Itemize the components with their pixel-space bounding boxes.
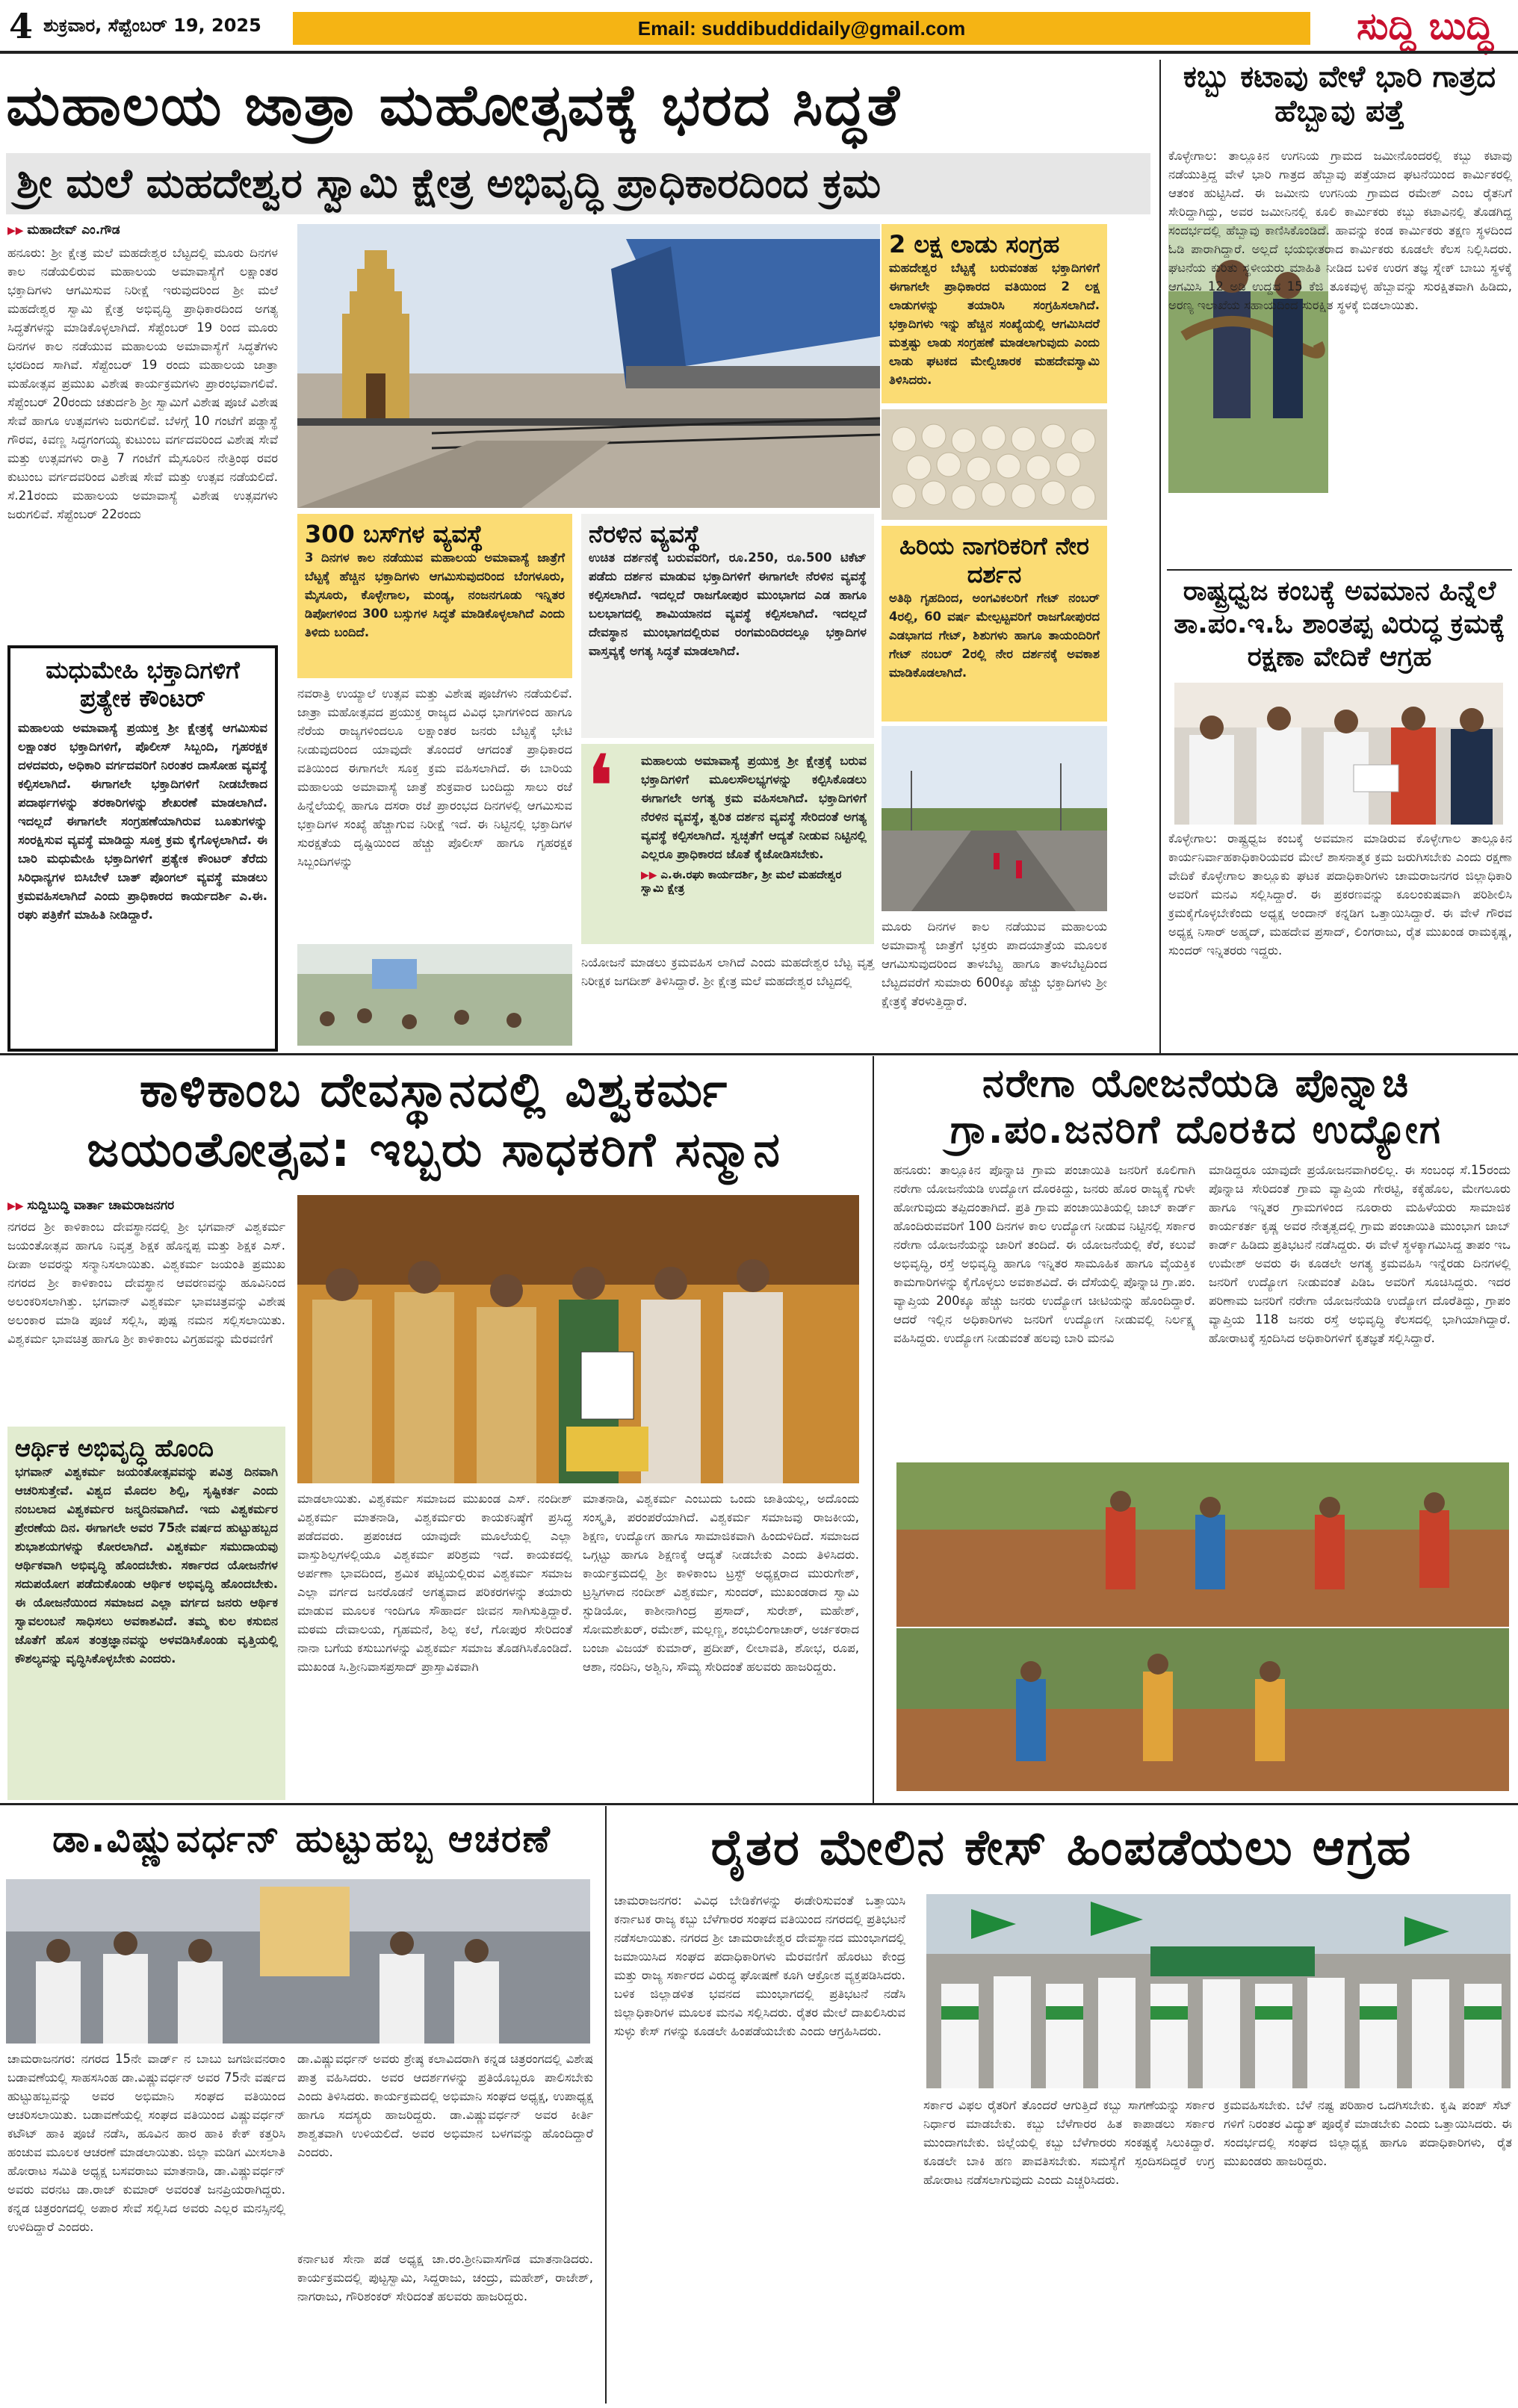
box-bus <box>297 514 572 678</box>
box-quote-credit: ▶▶ ಎ.ಈ.ರಘು ಕಾರ್ಯದರ್ಶಿ, ಶ್ರೀ ಮಲೆ ಮಹದೇಶ್ವರ ಸ್ವಾಮಿ ಕ್ಷೇತ್ರ <box>641 868 867 895</box>
box-diabetic-body: ಮಹಾಲಯ ಅಮಾವಾಸ್ಯೆ ಪ್ರಯುಕ್ತ ಶ್ರೀ ಕ್ಷೇತ್ರಕ್ಕೆ ಆಗಮಿಸುವ ಲಕ್ಷಾಂತರ ಭಕ್ತಾದಿಗಳಿಗೆ, ಪೊಲೀಸ್ ಸಿಬ್ಬಂದಿ, ಗೃಹರಕ್ಷಕ ದಳದವರು, ಅಧಿಕಾರಿ ವರ್ಗದವರಿಗೆ ನಿರಂತರ ದಾಸೋಹ ವ್ಯವಸ್ಥೆ ಕಲ್ಪಿಸಲಾಗಿದೆ. ಈಗಾಗಲೇ ಭಕ್ತಾದಿಗಳಿಗೆ ನೀಡಬೇಕಾದ ಪದಾರ್ಥಗಳನ್ನು ತರಕಾರಿಗಳನ್ನು ಶೇಖರಣೆ ಮಾಡಲಾಗಿದೆ. ಇದಲ್ಲದೆ ಈಗಾಗಲೇ ಸಂಗ್ರಹಣೆಯಾಗಿರುವ ಬೂತುಗಳನ್ನು ಸಂರಕ್ಷಿಸುವ ವ್ಯವಸ್ಥೆ ಮಾಡಿದ್ದು ಸೂಕ್ತ ಕ್ರಮ ಕೈಗೊಳ್ಳಲಾಗಿದೆ. ಈ ಬಾರಿ ಮಧುಮೇಹಿ ಭಕ್ತಾದಿಗಳಿಗೆ ಪ್ರತ್ಯೇಕ ಕೌಂಟರ್ ತೆರೆದು ಸಿರಿಧಾನ್ಯಗಳ ಬಿಸಿಬೇಳೆ ಬಾತ್ ಪೊಂಗಲ್ ವ್ಯವಸ್ಥೆ ಮಾಡಲು ಕ್ರಮವಹಿಸಲಾಗಿದೆ ಎಂದು ಪ್ರಾಧಿಕಾರದ ಕಾರ್ಯದರ್ಶಿ ಎ.ಈ. ರಘು ಪತ್ರಿಕೆಗೆ ಮಾಹಿತಿ ನೀಡಿದ್ದಾರೆ. <box>18 721 267 922</box>
box-economic <box>7 1427 285 1800</box>
crowd-scene-illustration <box>297 944 572 1046</box>
headline-nrega: ನರೇಗಾ ಯೋಜನೆಯಡಿ ಪೊನ್ನಾಚಿ ಗ್ರಾ.ಪಂ.ಜನರಿಗೆ ದೊರಕಿದ ಉದ್ಯೋಗ <box>950 1061 1442 1152</box>
photo-nrega-work <box>896 1462 1509 1791</box>
box-diabetic-counter <box>7 645 278 1052</box>
nrega-workers-illustration <box>896 1462 1509 1791</box>
rule-lower <box>0 1803 1518 1805</box>
column-divider-2 <box>873 1056 874 1803</box>
headline-farmers-box <box>611 1810 1512 1888</box>
photo-temple <box>297 224 880 508</box>
headline-farmers: ರೈತರ ಮೇಲಿನ ಕೇಸ್ ಹಿಂಪಡೆಯಲು ಆಗ್ರಹ <box>710 1819 1413 1876</box>
byline-mahalaya: ▶▶ ಮಹಾದೇವ್ ಎಂ.ಗೌಡ <box>7 223 120 238</box>
body-mahalaya: ಹನೂರು: ಶ್ರೀ ಕ್ಷೇತ್ರ ಮಲೆ ಮಹದೇಶ್ವರ ಬೆಟ್ಟದಲ್ಲಿ ಮೂರು ದಿನಗಳ ಕಾಲ ನಡೆಯಲಿರುವ ಮಹಾಲಯ ಅಮಾವಾಸ್ಯೆಗೆ ಲಕ್ಷಾಂತರ ಭಕ್ತಾದಿಗಳು ಆಗಮಿಸುವ ನಿರೀಕ್ಷೆ ಇರುವುದರಿಂದ ಶ್ರೀ ಮಲೆ ಮಹದೇಶ್ವರ ಸ್ವಾಮಿ ಕ್ಷೇತ್ರ ಅಭಿವೃದ್ಧಿ ಪ್ರಾಧಿಕಾರದಿಂದ ಅಗತ್ಯ ಸಿದ್ಧತೆಗಳನ್ನು ಮಾಡಿಕೊಳ್ಳಲಾಗಿದೆ. ಸೆಪ್ಟೆಂಬರ್ 19 ರಿಂದ ಮೂರು ದಿನಗಳ ಕಾಲ ನಡೆಯುವ ಮಹಾಲಯ ಅಮಾವಾಸ್ಯೆಗೆ ಸಿದ್ಧತೆಗಳು ಭರದಿಂದ ಸಾಗಿವೆ. ಸೆಪ್ಟೆಂಬರ್ 19 ರಂದು ಮಹಾಲಯ ಜಾತ್ರಾ ಮಹೋತ್ಸವ ಪ್ರಮುಖ ವಿಶೇಷ ಕಾರ್ಯಕ್ರಮಗಳು ಪ್ರಾರಂಭವಾಗಲಿವೆ. ಸೆಪ್ಟೆಂಬರ್ 20ರಂದು ಚತುರ್ದಶಿ ಶ್ರೀ ಸ್ವಾಮಿಗೆ ವಿಶೇಷ ಪೂಜೆ ವಿಶೇಷ ಸೇವೆ ಹಾಗೂ ಉತ್ಸವಗಳು ಜರುಗಲಿವೆ. ಬೆಳಗ್ಗೆ 10 ಗಂಟೆಗೆ ಪಡ್ಡಾಸ್ಥೆ ಗೌರವ, ಕಿವಣ್ಣ ಸಿದ್ಧಗಂಗಯ್ಯ ಕುಟುಂಬ ವರ್ಗದವರಿಂದ ವಿಶೇಷ ಸೇವೆ ಮತ್ತು ಉತ್ಸವಗಳು ರಾತ್ರಿ 7 ಗಂಟೆಗೆ ಮೈಸೂರಿನ ನೇತ್ರಿಂಥ ರವರ ಕುಟುಂಬ ವರ್ಗದವರಿಂದ ವಿಶೇಷ ಸೇವೆ ಮತ್ತು ಉತ್ಸವ ನಡೆಯಲಿದೆ. ಸೆ.21ರಂದು ಮಹಾಲಯ ಅಮಾವಾಸ್ಯೆ ವಿಶೇಷ ಉತ್ಸವಗಳು ಜರುಗಲಿವೆ. ಸೆಪ್ಟೆಂಬರ್ 22ರಂದು <box>7 246 278 521</box>
laddu-pile-illustration <box>882 409 1107 520</box>
box-diabetic-title: ಮಧುಮೇಹಿ ಭಕ್ತಾದಿಗಳಿಗೆ ಪ್ರತ್ಯೇಕ ಕೌಂಟರ್ <box>46 656 240 713</box>
body-python-side <box>1334 224 1512 493</box>
body-python-lead: ಕೊಳ್ಳೇಗಾಲ: ತಾಲ್ಲೂಕಿನ ಉಗನಿಯ ಗ್ರಾಮದ ಜಮೀನೊಂದರಲ್ಲಿ ಕಬ್ಬು ಕಟಾವು ನಡೆಯುತ್ತಿದ್ದ ವೇಳೆ ಭಾರಿ ಗಾತ್ರದ ಹೆಬ್ಬಾವು ಪತ್ತೆಯಾದ ಘಟನೆಯಿಂದ ಕಾರ್ಮಿಕರಲ್ಲಿ ಆತಂಕ ಹುಟ್ಟಿಸಿದೆ. ಈ ಜಮೀನು ಉಗನಿಯ ಗ್ರಾಮದ ರಮೇಶ್ ಎಂಬ ರೈತನಿಗೆ ಸೇರಿದ್ದಾಗಿದ್ದು, ಅವರ ಜಮೀನಿನಲ್ಲಿ ಕೂಲಿ ಕಾರ್ಮಿಕರು ಕಬ್ಬು ಕಟಾವಿನಲ್ಲಿ ತೊಡಗಿದ್ದ ಸಂದರ್ಭದಲ್ಲಿ ಹೆಬ್ಬಾವು ಕಾಣಿಸಿಕೊಂಡಿದೆ. ಹಾವನ್ನು ಕಂಡ ಕಾರ್ಮಿಕರು ತಕ್ಷಣ ಸ್ಥಳದಿಂದ ಓಡಿ ಪಾರಾಗಿದ್ದಾರೆ. ಅಲ್ಲದೆ ಭಯಭೀತರಾದ ಕಾರ್ಮಿಕರು ಕೂಡಲೇ ಕೆಲಸ ನಿಲ್ಲಿಸಿದರು. ಘಟನೆಯ ಕುರಿತು ಸ್ಥಳೀಯರು ಮಾಹಿತಿ ನೀಡಿದ ಬಳಿಕ ಉರಗ ತಜ್ಞ ಸ್ನೇಕ್ ಬಾಬು ಸ್ಥಳಕ್ಕೆ ಆಗಮಿಸಿ 12 ಅಡಿ ಉದ್ದದ 15 ಕೆಜಿ ತೂಕವುಳ್ಳ ಹೆಬ್ಬಾವನ್ನು ಸುರಕ್ಷಿತವಾಗಿ ಹಿಡಿದು, ಅರಣ್ಯ ಇಲಾಖೆಯ ಸಹಾಯದಿಂದ ಸುರಕ್ಷಿತ ಸ್ಥಳಕ್ಕೆ ಬಿಡಲಾಯಿತು. <box>1168 149 1512 312</box>
body-nrega: ಹನೂರು: ತಾಲ್ಲೂಕಿನ ಪೊನ್ನಾಚಿ ಗ್ರಾಮ ಪಂಚಾಯಿತಿ ಜನರಿಗೆ ಕೂಲಿಗಾಗಿ ನರೇಗಾ ಯೋಜನೆಯಡಿ ಉದ್ಯೋಗ ದೊರಕಿದ್ದು, ಜನರು ಹೊರ ರಾಜ್ಯಕ್ಕೆ ಗುಳೇ ಹೋಗುವುದು ತಪ್ಪಿದಂತಾಗಿದೆ. ಪ್ರತಿ ಗ್ರಾಮ ಪಂಚಾಯಿತಿಯಲ್ಲಿ ಜಾಬ್ ಕಾರ್ಡ್ ಹೊಂದಿರುವವರಿಗೆ 100 ದಿನಗಳ ಕಾಲ ಉದ್ಯೋಗ ನೀಡುವ ನಿಟ್ಟಿನಲ್ಲಿ ಸರ್ಕಾರ ನರೇಗಾ ಯೋಜನೆಯನ್ನು ಜಾರಿಗೆ ತಂದಿದೆ. ಈ ಯೋಜನೆಯಲ್ಲಿ ಕೆರೆ, ಕಲುವೆ ಅಭಿವೃದ್ಧಿ, ರಸ್ತೆ ಅಭಿವೃದ್ಧಿ ಹಾಗೂ ಇನ್ನಿತರ ಸಾಮೂಹಿಕ ಹಾಗೂ ವೈಯಕ್ತಿಕ ಕಾಮಗಾರಿಗಳನ್ನು ಕೈಗೊಳ್ಳಲು ಅವಕಾಶವಿದೆ. ಈ ದೆಸೆಯಲ್ಲಿ ಪೊನ್ನಾಚಿ ಗ್ರಾ.ಪಂ. ವ್ಯಾಪ್ತಿಯ 200ಕ್ಕೂ ಹೆಚ್ಚು ಜನರು ಉದ್ಯೋಗ ಚೀಟಿಯನ್ನು ಹೊಂದಿದ್ದಾರೆ. ಆದರೆ ಇಲ್ಲಿನ ಅಧಿಕಾರಿಗಳು ಜನರಿಗೆ ಉದ್ಯೋಗ ನೀಡುವಲ್ಲಿ ನಿರ್ಲಕ್ಷ್ಯ ವಹಿಸಿದ್ದರು. ಉದ್ಯೋಗ ನೀಡುವಂತೆ ಹಲವು ಬಾರಿ ಮನವಿ <box>893 1163 1195 1345</box>
temple-scene-illustration <box>297 224 880 508</box>
body-insult: ಕೊಳ್ಳೇಗಾಲ: ರಾಷ್ಟ್ರಧ್ವಜ ಕಂಬಕ್ಕೆ ಅವಮಾನ ಮಾಡಿರುವ ಕೊಳ್ಳೇಗಾಲ ತಾಲ್ಲೂಕಿನ ಕಾರ್ಯನಿರ್ವಾಹಕಾಧಿಕಾರಿಯವರ ಮೇಲೆ ಶಾಸನಾತ್ಮಕ ಕ್ರಮ ಜರುಗಿಸಬೇಕು ಎಂದು ರಕ್ಷಣಾ ವೇದಿಕೆ ಕೊಳ್ಳೇಗಾಲ ತಾಲ್ಲೂಕು ಘಟಕ ಪದಾಧಿಕಾರಿಗಳು ಚಾಮರಾಜನಗರ ಜಿಲ್ಲಾಧಿಕಾರಿ ಅವರಿಗೆ ಮನವಿ ಸಲ್ಲಿಸಿದ್ದಾರೆ. ಈ ಪ್ರಕರಣವನ್ನು ಕೂಲಂಕುಷವಾಗಿ ಪರಿಶೀಲಿಸಿ ಕ್ರಮಕೈಗೊಳ್ಳಬೇಕೆಂದು ಅಧ್ಯಕ್ಷ ಅಂದಾನ್ ಕನ್ನಡಿಗ ಒತ್ತಾಯಿಸಿದ್ದಾರೆ. ಈ ವೇಳೆ ಗೌರವ ಅಧ್ಯಕ್ಷ ನಿಸಾರ್ ಅಹ್ಮದ್, ಮಹದೇವ ಪ್ರಸಾದ್, ಲಿಂಗರಾಜು, ರೈತ ಮುಖಂಡ ರಾಮಕೃಷ್ಣ, ಸುಂದರ್ ಇನ್ನಿತರರು ಇದ್ದರು. <box>1168 831 1512 958</box>
column-divider <box>1159 60 1161 1053</box>
box-laddu-title: 2 ಲಕ್ಷ ಲಾಡು ಸಂಗ್ರಹ <box>889 230 1060 258</box>
header-rule <box>0 51 1518 54</box>
photo-farmers-protest <box>926 1894 1511 2088</box>
headline-python: ಕಬ್ಬು ಕಟಾವು ವೇಳೆ ಭಾರಿ ಗಾತ್ರದ ಹೆಬ್ಬಾವು ಪತ್ತೆ <box>1183 60 1496 128</box>
body-vishnu-3: ಕರ್ನಾಟಕ ಸೇನಾ ಪಡೆ ಅಧ್ಯಕ್ಷ ಚಾ.ರಂ.ಶ್ರೀನಿವಾಸಗೌಡ ಮಾತನಾಡಿದರು. ಕಾರ್ಯಕ್ರಮದಲ್ಲಿ ಪುಟ್ಟಸ್ವಾಮಿ, ಸಿದ್ದರಾಜು, ಚಂದ್ರು, ಮಹೇಶ್, ರಾಜೇಶ್, ನಾಗರಾಜು, ಗೌರಿಶಂಕರ್ ಸೇರಿದಂತೆ ಹಲವರು ಹಾಜರಿದ್ದರು. <box>297 2252 593 2303</box>
box-quote <box>581 736 874 944</box>
box-economic-body: ಭಗವಾನ್ ವಿಶ್ವಕರ್ಮ ಜಯಂತೋತ್ಸವವನ್ನು ಪವಿತ್ರ ದಿನವಾಗಿ ಆಚರಿಸುತ್ತೇವೆ. ವಿಶ್ವದ ಮೊದಲ ಶಿಲ್ಪಿ, ಸೃಷ್ಟಿಕರ್ತ ಎಂದು ನಂಬಲಾದ ವಿಶ್ವಕರ್ಮರ ಜನ್ಮದಿನವಾಗಿದೆ. ಇದು ವಿಶ್ವಕರ್ಮರ ಪ್ರೇರಣೆಯ ದಿನ. ಈಗಾಗಲೇ ಅವರ 75ನೇ ವರ್ಷದ ಹುಟ್ಟುಹಬ್ಬದ ಶುಭಾಶಯಗಳನ್ನು ಕೋರಲಾಗಿದೆ. ವಿಶ್ವಕರ್ಮ ಸಮುದಾಯವು ಆರ್ಥಿಕವಾಗಿ ಅಭಿವೃದ್ಧಿ ಹೊಂದಬೇಕು. ಸರ್ಕಾರದ ಯೋಜನೆಗಳ ಸದುಪಯೋಗ ಪಡೆದುಕೊಂಡು ಆರ್ಥಿಕ ಅಭಿವೃದ್ಧಿ ಹೊಂದಬೇಕು. ಈ ಯೋಜನೆಯಿಂದ ಸಮಾಜದ ಎಲ್ಲಾ ವರ್ಗದ ಜನರು ಆರ್ಥಿಕ ಸ್ವಾವಲಂಬನೆ ಸಾಧಿಸಲು ಅವಕಾಶವಿದೆ. ತಮ್ಮ ಕುಲ ಕಸುಬಿನ ಜೊತೆಗೆ ಹೊಸ ತಂತ್ರಜ್ಞಾನವನ್ನು ಅಳವಡಿಸಿಕೊಂಡು ವೃತ್ತಿಯಲ್ಲಿ ಕೌಶಲ್ಯವನ್ನು ವೃದ್ಧಿಸಿಕೊಳ್ಳಬೇಕು ಎಂದರು. <box>15 1465 278 1666</box>
headline-nrega-box <box>880 1061 1512 1158</box>
byline-vishwakarma: ▶▶ ಸುದ್ದಿಬುದ್ಧಿ ವಾರ್ತಾ ಚಾಮರಾಜನಗರ <box>7 1198 174 1213</box>
photo-laddu <box>882 409 1107 520</box>
headline-vishwakarma: ಕಾಳಿಕಾಂಬ ದೇವಸ್ಥಾನದಲ್ಲಿ ವಿಶ್ವಕರ್ಮ ಜಯಂತೋತ್ಸವ: ಇಬ್ಬರು ಸಾಧಕರಿಗೆ ಸನ್ಮಾನ <box>87 1063 781 1178</box>
box-bus-title: 300 ಬಸ್‍ಗಳ ವ್ಯವಸ್ಥೆ <box>305 520 483 548</box>
box-shade <box>581 514 874 738</box>
headline-mahalaya: ಮಹಾಲಯ ಜಾತ್ರಾ ಮಹೋತ್ಸವಕ್ಕೆ ಭರದ ಸಿದ್ಧತೆ <box>6 72 901 138</box>
body-nrega-2: ಮಾಡಿದ್ದರೂ ಯಾವುದೇ ಪ್ರಯೋಜನವಾಗಿರಲಿಲ್ಲ. ಈ ಸಂಬಂಧ ಸೆ.15ರಂದು ಪೊನ್ನಾಚಿ ಸೇರಿದಂತೆ ಗ್ರಾಮ ವ್ಯಾಪ್ತಿಯ ಗೇರಟ್ಟಿ, ಕಕ್ಕೆಹೊಲ, ಮೇಗಲೂರು ಹಾಗೂ ಇನ್ನಿತರ ಗ್ರಾಮಗಳಿಂದ ನೂರಾರು ಮಹಿಳೆಯರು ಸಾಮಾಜಿಕ ಕಾರ್ಯಕರ್ತ ಕೃಷ್ಣ ಅವರ ನೇತೃತ್ವದಲ್ಲಿ ಗ್ರಾಮ ಪಂಚಾಯಿತಿ ಮುಂಭಾಗ ಜಾಬ್ ಕಾರ್ಡ್ ಹಿಡಿದು ಪ್ರತಿಭಟನೆ ನಡೆಸಿದ್ದರು. ಈ ವೇಳೆ ಸ್ಥಳಕ್ಕಾಗಮಿಸಿದ್ದ ತಾಪಂ ಇಒ ಉಮೇಶ್ ಅವರು ಈ ಕೂಡಲೇ ಅಗತ್ಯ ಕ್ರಮವಹಿಸಿ ಇನ್ನೆರಡು ದಿನಗಳಲ್ಲಿ ಜನರಿಗೆ ಉದ್ಯೋಗ ನೀಡುವಂತೆ ಪಿಡಿಒ ಅವರಿಗೆ ಸೂಚಿಸಿದ್ದರು. ಇದರ ಪರಿಣಾಮ ಜನರಿಗೆ ನರೇಗಾ ಯೋಜನೆಯಡಿ ಉದ್ಯೋಗ ದೊರೆತಿದ್ದು, ಗ್ರಾಪಂ ವ್ಯಾಪ್ತಿಯ 118 ಜನರು ರಸ್ತೆ ಅಭಿವೃದ್ಧಿ ಕೆಲಸದಲ್ಲಿ ಭಾಗಿಯಾಗಿದ್ದಾರೆ. ಹೋರಾಟಕ್ಕೆ ಸ್ಪಂದಿಸಿದ ಅಧಿಕಾರಿಗಳಿಗೆ ಕೃತಜ್ಞತೆ ಸಲ್ಲಿಸಿದ್ದಾರೆ. <box>1209 1163 1511 1345</box>
email-banner[interactable]: Email: suddibuddidaily@gmail.com <box>293 12 1310 45</box>
body-farmers-2: ಸರ್ಕಾರ ವಿಫಲ ರೈತರಿಗೆ ತೊಂದರೆ ಆಗುತ್ತಿದೆ ಕಬ್ಬು ಸಾಗಣೆಯನ್ನು ಸರ್ಕಾರ ನಿರ್ಧಾರ ಮಾಡಬೇಕು. ಕಬ್ಬು ಬೆಳೆಗಾರರ ಹಿತ ಕಾಪಾಡಲು ಸರ್ಕಾರ ಮುಂದಾಗಬೇಕು. ಜಿಲ್ಲೆಯಲ್ಲಿ ಕಬ್ಬು ಬೆಳೆಗಾರರು ಸಂಕಷ್ಟಕ್ಕೆ ಸಿಲುಕಿದ್ದಾರೆ. ಕೂಡಲೇ ಬಾಕಿ ಹಣ ಪಾವತಿಸಬೇಕು. ಸಮಸ್ಯೆಗೆ ಸ್ಪಂದಿಸದಿದ್ದರೆ ಉಗ್ರ ಹೋರಾಟ ನಡೆಸಲಾಗುವುದು ಎಂದು ಎಚ್ಚರಿಸಿದರು. <box>923 2098 1215 2187</box>
box-elderly <box>882 526 1107 722</box>
rule-mid <box>0 1053 1518 1055</box>
quote-mark-icon: ❛ <box>586 736 615 840</box>
memorandum-illustration <box>1174 683 1503 825</box>
farmers-protest-illustration <box>926 1894 1511 2088</box>
body-vishwakarma-2: ಮಾಡಲಾಯಿತು. ವಿಶ್ವಕರ್ಮ ಸಮಾಜದ ಮುಖಂಡ ಎಸ್. ನಂದೀಶ್ ವಿಶ್ವಕರ್ಮ ಮಾತನಾಡಿ, ವಿಶ್ವಕರ್ಮರು ಕಾಯಕನಿಷ್ಠೆಗೆ ಪ್ರಸಿದ್ಧ ಪಡೆದವರು. ಪ್ರಪಂಚದ ಯಾವುದೇ ಮೂಲೆಯಲ್ಲಿ ಎಲ್ಲಾ ವಾಸ್ತುಶಿಲ್ಪಗಳಲ್ಲಿಯೂ ವಿಶ್ವಕರ್ಮ ಪರಿಶ್ರಮ ಇದೆ. ಕಾಯಕದಲ್ಲಿ ಅರ್ಪಣಾ ಭಾವದಿಂದ, ಶ್ರಮಿಕ ಪಟ್ಟಿಯಲ್ಲಿರುವ ವಿಶ್ವಕರ್ಮ ಸಮಾಜ ಎಲ್ಲಾ ವರ್ಗದ ಜನರೊಡನೆ ಅಗತ್ಯವಾದ ಪರಿಕರಗಳನ್ನು ತಯಾರು ಮಾಡುವ ಮೂಲಕ ಇಂದಿಗೂ ಸೌಹಾರ್ದ ಜೀವನ ಸಾಗಿಸುತ್ತಿದ್ದಾರೆ. ಮಠಮ ದೇವಾಲಯ, ಗೃಹಮನೆ, ಶಿಲ್ಪ ಕಲೆ, ಗೋಪುರ ಸೇರಿದಂತೆ ನಾನಾ ಬಗೆಯ ಕಸುಬುಗಳನ್ನು ವಿಶ್ವಕರ್ಮ ಸಮಾಜ ತೊಡಗಿಸಿಕೊಂಡಿದೆ. ಮುಖಂಡ ಸಿ.ಶ್ರೀನಿವಾಸಪ್ರಸಾದ್ ಪ್ರಾಸ್ತಾವಿಕವಾಗಿ <box>297 1492 572 1674</box>
issue-date: ಶುಕ್ರವಾರ, ಸೆಪ್ಟೆಂಬರ್ 19, 2025 <box>43 15 261 36</box>
headline-vishnu-box <box>4 1810 599 1873</box>
body-mahalaya-3: ನಿಯೋಜನೆ ಮಾಡಲು ಕ್ರಮವಹಿಸ ಲಾಗಿದೆ ಎಂದು ಮಹದೇಶ್ವರ ಬೆಟ್ಟ ವೃತ್ತ ನಿರೀಕ್ಷಕ ಜಗದೀಶ್ ತಿಳಿಸಿದ್ದಾರೆ. ಶ್ರೀ ಕ್ಷೇತ್ರ ಮಲೆ ಮಹದೇಶ್ವರ ಬೆಟ್ಟದಲ್ಲಿ <box>581 955 874 988</box>
box-elderly-title: ಹಿರಿಯ ನಾಗರಿಕರಿಗೆ ನೇರ ದರ್ಶನ <box>899 532 1089 589</box>
photo-vishnu <box>6 1879 590 2044</box>
body-vishwakarma-3: ಮಾತನಾಡಿ, ವಿಶ್ವಕರ್ಮ ಎಂಬುದು ಒಂದು ಜಾತಿಯಲ್ಲ, ಅದೊಂದು ಸಂಸ್ಕೃತಿ, ಪರಂಪರೆಯಾಗಿದೆ. ವಿಶ್ವಕರ್ಮ ಸಮಾಜವು ರಾಜಕೀಯ, ಶಿಕ್ಷಣ, ಉದ್ಯೋಗ ಹಾಗೂ ಸಾಮಾಜಿಕವಾಗಿ ಹಿಂದುಳಿದಿದೆ. ಸಮಾಜದ ಒಗ್ಗಟ್ಟು ಹಾಗೂ ಶಿಕ್ಷಣಕ್ಕೆ ಆದ್ಯತೆ ನೀಡಬೇಕು ಎಂದು ತಿಳಿಸಿದರು. ಕಾರ್ಯಕ್ರಮದಲ್ಲಿ ಶ್ರೀ ಕಾಳಿಕಾಂಬ ಟ್ರಸ್ಟ್ ಅಧ್ಯಕ್ಷರಾದ ಮುರುಗೇಶ್, ಟ್ರಸ್ಟಿಗಳಾದ ನಂದೀಶ್ ವಿಶ್ವಕರ್ಮ, ಸುಂದರ್, ಮುಖಂಡರಾದ ಸ್ವಾಮಿ ಸ್ಟುಡಿಯೋ, ಕಾಶೀನಾಗಿಂದ್ರ ಪ್ರಸಾದ್, ಸುರೇಶ್, ಮಹೇಶ್, ಸೋಮಶೇಖರ್, ರಮೇಶ್, ಮಲ್ಲಣ್ಣ, ಶಂಭುಲಿಂಗಾಚಾರ್, ಅರ್ಚಕರಾದ ಬಂಜಾ ವಿಜಯ್ ಕುಮಾರ್, ಪ್ರದೀಪ್, ಲೀಲಾವತಿ, ಶೋಭ, ರೂಪ, ಆಶಾ, ನಂದಿನಿ, ಅಶ್ವಿನಿ, ಸೌಮ್ಯ ಸೇರಿದಂತೆ ಹಲವರು ಹಾಜರಿದ್ದರು. <box>583 1492 859 1674</box>
box-economic-title: ಆರ್ಥಿಕ ಅಭಿವೃದ್ಧಿ ಹೊಂದಿ <box>15 1434 214 1462</box>
headline-vishnu: ಡಾ.ವಿಷ್ಣುವರ್ಧನ್ ಹುಟ್ಟುಹಬ್ಬ ಆಚರಣೆ <box>52 1817 551 1861</box>
body-mahalaya-4: ಮೂರು ದಿನಗಳ ಕಾಲ ನಡೆಯುವ ಮಹಾಲಯ ಅಮಾವಾಸ್ಯೆ ಜಾತ್ರೆಗೆ ಭಕ್ತರು ಪಾದಯಾತ್ರೆಯ ಮೂಲಕ ಆಗಮಿಸುವುದರಿಂದ ತಾಳಬೆಟ್ಟ ಹಾಗೂ ತಾಳಬೆಟ್ಟದಿಂದ ಬೆಟ್ಟದವರೆಗೆ ಸುಮಾರು 600ಕ್ಕೂ ಹೆಚ್ಚು ಭಕ್ತಾದಿಗಳು ಶ್ರೀ ಕ್ಷೇತ್ರಕ್ಕೆ ತೆರಳುತ್ತಿದ್ದಾರೆ. <box>882 919 1107 1008</box>
box-laddu-body: ಮಹದೇಶ್ವರ ಬೆಟ್ಟಕ್ಕೆ ಬರುವಂತಹ ಭಕ್ತಾದಿಗಳಿಗೆ ಈಗಾಗಲೇ ಪ್ರಾಧಿಕಾರದ ವತಿಯಿಂದ 2 ಲಕ್ಷ ಲಾಡುಗಳನ್ನು ತಯಾರಿಸಿ ಸಂಗ್ರಹಿಸಲಾಗಿದೆ. ಭಕ್ತಾದಿಗಳು ಇನ್ನು ಹೆಚ್ಚಿನ ಸಂಖ್ಯೆಯಲ್ಲಿ ಆಗಮಿಸಿದರೆ ಮತ್ತಷ್ಟು ಲಾಡು ಸಂಗ್ರಹಣೆ ಮಾಡಲಾಗುವುದು ಎಂದು ಲಾಡು ಘಟಕದ ಮೇಲ್ವಿಚಾರಕ ಮಹದೇವಸ್ವಾಮಿ ತಿಳಿಸಿದರು. <box>889 261 1100 387</box>
photo-crowd <box>297 944 572 1046</box>
box-shade-body: ಉಚಿತ ದರ್ಶನಕ್ಕೆ ಬರುವವರಿಗೆ, ರೂ.250, ರೂ.500 ಟಿಕೆಟ್ ಪಡೆದು ದರ್ಶನ ಮಾಡುವ ಭಕ್ತಾದಿಗಳಿಗೆ ಈಗಾಗಲೇ ನೆರಳಿನ ವ್ಯವಸ್ಥೆ ಕಲ್ಪಿಸಲಾಗಿದೆ. ಇದಲ್ಲದೆ ರಾಜಗೋಪುರ ಮುಂಭಾಗದ ಎಡ ಹಾಗೂ ಬಲಭಾಗದಲ್ಲಿ ಶಾಮಿಯಾನದ ವ್ಯವಸ್ಥೆ ಕಲ್ಪಿಸಲಾಗಿದೆ. ಇದಲ್ಲದೆ ದೇವಸ್ಥಾನ ಮುಂಭಾಗದಲ್ಲಿರುವ ರಂಗಮಂದಿರದಲ್ಲೂ ಭಕ್ತಾದಿಗಳ ವಾಸ್ತವ್ಯಕ್ಕೆ ಅಗತ್ಯ ಸಿದ್ಧತೆ ಮಾಡಲಾಗಿದೆ. <box>589 550 867 658</box>
vishnu-celebration-illustration <box>6 1879 590 2044</box>
road-scene-illustration <box>882 726 1107 911</box>
body-vishwakarma: ನಗರದ ಶ್ರೀ ಕಾಳಿಕಾಂಬ ದೇವಸ್ಥಾನದಲ್ಲಿ ಶ್ರೀ ಭಗವಾನ್ ವಿಶ್ವಕರ್ಮ ಜಯಂತೋತ್ಸವ ಹಾಗೂ ನಿವೃತ್ತ ಶಿಕ್ಷಕ ಹೊನ್ನಪ್ಪ ಮತ್ತು ಶಿಕ್ಷಕ ಎಸ್. ದೀಪಾ ಅವರನ್ನು ಸನ್ಮಾನಿಸಲಾಯಿತು. ವಿಶ್ವಕರ್ಮ ಜಯಂತಿ ಪ್ರಮುಖ ನಗರದ ಶ್ರೀ ಕಾಳಿಕಾಂಬ ದೇವಸ್ಥಾನ ಆವರಣವನ್ನು ಹೂವಿನಿಂದ ಅಲಂಕರಿಸಲಾಗಿತ್ತು. ಭಗವಾನ್ ವಿಶ್ವಕರ್ಮ ಭಾವಚಿತ್ರವನ್ನು ವಿಶೇಷ ಅಲಂಕಾರ ಮಾಡಿ ಪೂಜೆ ಸಲ್ಲಿಸಿ, ಪುಷ್ಪ ನಮನ ಸಲ್ಲಿಸಲಾಯಿತು. ವಿಶ್ವಕರ್ಮ ಭಾವಚಿತ್ರ ಹಾಗೂ ಶ್ರೀ ಕಾಳಿಕಾಂಬ ವಿಗ್ರಹವನ್ನು ಮೆರವಣಿಗೆ <box>7 1220 285 1346</box>
column-divider-3 <box>605 1806 607 2404</box>
subhead-mahalaya: ಶ್ರೀ ಮಲೆ ಮಹದೇಶ್ವರ ಸ್ವಾಮಿ ಕ್ಷೇತ್ರ ಅಭಿವೃದ್ಧಿ ಪ್ರಾಧಿಕಾರದಿಂದ ಕ್ರಮ <box>6 153 1150 214</box>
body-python-tail <box>1168 496 1512 568</box>
page-number: 4 <box>9 6 34 46</box>
box-bus-body: 3 ದಿನಗಳ ಕಾಲ ನಡೆಯುವ ಮಹಾಲಯ ಅಮಾವಾಸ್ಯೆ ಜಾತ್ರೆಗೆ ಬೆಟ್ಟಕ್ಕೆ ಹೆಚ್ಚಿನ ಭಕ್ತಾದಿಗಳು ಆಗಮಿಸುವುದರಿಂದ ಬೆಂಗಳೂರು, ಮೈಸೂರು, ಕೊಳ್ಳೇಗಾಲ, ಮಂಡ್ಯ, ನಂಜನಗೂಡು ಇನ್ನಿತರ ಡಿಪೋಗಳಿಂದ 300 ಬಸ್ಸುಗಳ ಸಿದ್ಧತೆ ಮಾಡಿಕೊಳ್ಳಲಾಗಿದೆ ಎಂದು ತಿಳಿದು ಬಂದಿದೆ. <box>305 550 565 639</box>
box-elderly-body: ಅತಿಥಿ ಗೃಹದಿಂದ, ಅಂಗವಿಕಲರಿಗೆ ಗೇಟ್ ನಂಬರ್ 4ರಲ್ಲಿ, 60 ವರ್ಷ ಮೇಲ್ಪಟ್ಟವರಿಗೆ ರಾಜಗೋಪುರದ ಎಡಭಾಗದ ಗೇಟ್, ಶಿಶುಗಳು ಹಾಗೂ ತಾಯಂದಿರಿಗೆ ಗೇಟ್ ನಂಬರ್ 2ರಲ್ಲಿ ನೇರ ದರ್ಶನಕ್ಕೆ ಅವಕಾಶ ಮಾಡಿಕೊಡಲಾಗಿದೆ. <box>889 591 1100 680</box>
box-quote-body: ಮಹಾಲಯ ಅಮಾವಾಸ್ಯೆ ಪ್ರಯುಕ್ತ ಶ್ರೀ ಕ್ಷೇತ್ರಕ್ಕೆ ಬರುವ ಭಕ್ತಾದಿಗಳಿಗೆ ಮೂಲಸೌಲಭ್ಯಗಳನ್ನು ಕಲ್ಪಿಸಿಕೊಡಲು ಈಗಾಗಲೇ ಅಗತ್ಯ ಕ್ರಮ ವಹಿಸಲಾಗಿದೆ. ಭಕ್ತಾದಿಗಳಿಗೆ ನೆರಳಿನ ವ್ಯವಸ್ಥೆ, ತ್ವರಿತ ದರ್ಶನ ವ್ಯವಸ್ಥೆ ಸೇರಿದಂತೆ ಅಗತ್ಯ ವ್ಯವಸ್ಥೆ ಕಲ್ಪಿಸಲಾಗಿದೆ. ಸ್ವಚ್ಛತೆಗೆ ಆದ್ಯತೆ ನೀಡುವ ನಿಟ್ಟಿನಲ್ಲಿ ಎಲ್ಲರೂ ಪ್ರಾಧಿಕಾರದ ಜೊತೆ ಕೈಜೋಡಿಸಬೇಕು. <box>641 754 867 861</box>
body-vishnu-2: ಡಾ.ವಿಷ್ಣುವರ್ಧನ್ ಅವರು ಶ್ರೇಷ್ಠ ಕಲಾವಿದರಾಗಿ ಕನ್ನಡ ಚಿತ್ರರಂಗದಲ್ಲಿ ವಿಶೇಷ ಪಾತ್ರ ವಹಿಸಿದರು. ಅವರ ಆದರ್ಶಗಳನ್ನು ಪ್ರತಿಯೊಬ್ಬರೂ ಪಾಲಿಸಬೇಕು ಎಂದು ತಿಳಿಸಿದರು. ಕಾರ್ಯಕ್ರಮದಲ್ಲಿ ಅಭಿಮಾನಿ ಸಂಘದ ಅಧ್ಯಕ್ಷ, ಉಪಾಧ್ಯಕ್ಷ ಹಾಗೂ ಸದಸ್ಯರು ಹಾಜರಿದ್ದರು. ಡಾ.ವಿಷ್ಣುವರ್ಧನ್ ಅವರ ಕೀರ್ತಿ ಶಾಶ್ವತವಾಗಿ ಉಳಿಯಲಿದೆ. ಅವರ ಅಭಿಮಾನ ಬಳಗವನ್ನು ಹೊಂದಿದ್ದಾರೆ ಎಂದರು. <box>297 2052 593 2159</box>
photo-felicitation <box>297 1195 859 1483</box>
felicitation-illustration <box>297 1195 859 1483</box>
headline-insult: ರಾಷ್ಟ್ರಧ್ವಜ ಕಂಬಕ್ಕೆ ಅವಮಾನ ಹಿನ್ನೆಲೆ ತಾ.ಪಂ.ಇ.ಓ ಶಾಂತಪ್ಪ ವಿರುದ್ಧ ಕ್ರಮಕ್ಕೆ ರಕ್ಷಣಾ ವೇದಿಕೆ ಆಗ್ರಹ <box>1174 576 1505 672</box>
headline-insult-box <box>1167 575 1512 680</box>
box-laddu <box>882 224 1107 403</box>
photo-road <box>882 726 1107 911</box>
body-farmers-3: ಕ್ರಮವಹಿಸಬೇಕು. ಬೆಳೆ ನಷ್ಟ ಪರಿಹಾರ ಒದಗಿಸಬೇಕು. ಕೃಷಿ ಪಂಪ್ ಸೆಟ್ ಗಳಿಗೆ ನಿರಂತರ ವಿದ್ಯುತ್ ಪೂರೈಕೆ ಮಾಡಬೇಕು ಎಂದು ಒತ್ತಾಯಿಸಿದರು. ಈ ಸಂದರ್ಭದಲ್ಲಿ ಸಂಘದ ಜಿಲ್ಲಾಧ್ಯಕ್ಷ ಹಾಗೂ ಪದಾಧಿಕಾರಿಗಳು, ರೈತ ಮುಖಂಡರು ಹಾಜರಿದ್ದರು. <box>1224 2098 1512 2168</box>
masthead-logo: ಸುದ್ದಿ ಬುದ್ಧಿ <box>1357 4 1493 48</box>
body-mahalaya-2: ನವರಾತ್ರಿ ಉಯ್ಯಾಲೆ ಉತ್ಸವ ಮತ್ತು ವಿಶೇಷ ಪೂಜೆಗಳು ನಡೆಯಲಿವೆ. ಜಾತ್ರಾ ಮಹೋತ್ಸವದ ಪ್ರಯುಕ್ತ ರಾಜ್ಯದ ವಿವಿಧ ಭಾಗಗಳಿಂದ ಹಾಗೂ ನೆರೆಯ ರಾಜ್ಯಗಳಿಂದಲೂ ಲಕ್ಷಾಂತರ ಜನರು ಬೆಟ್ಟಕ್ಕೆ ಭೇಟಿ ನೀಡುವುದರಿಂದ ಯಾವುದೇ ತೊಂದರೆ ಆಗದಂತೆ ಪ್ರಾಧಿಕಾರದ ವತಿಯಿಂದ ಈಗಾಗಲೇ ಸೂಕ್ತ ಕ್ರಮ ವಹಿಸಲಾಗಿದೆ. ಈ ಬಾರಿಯ ಮಹಾಲಯ ಅಮಾವಾಸ್ಯೆ ಜಾತ್ರೆ ಶುಕ್ರವಾರ ಬಂದಿದ್ದು ಸಾಲು ರಜೆ ಹಿನ್ನೆಲೆಯಲ್ಲಿ ಹಾಗೂ ದಸರಾ ರಜೆ ಪ್ರಾರಂಭದ ದಿನಗಳಲ್ಲಿ ಆಗಮಿಸುವ ಭಕ್ತಾದಿಗಳ ಸಂಖ್ಯೆ ಹೆಚ್ಚಾಗುವ ನಿರೀಕ್ಷೆ ಇದೆ. ಈ ನಿಟ್ಟಿನಲ್ಲಿ ಭಕ್ತಾದಿಗಳ ಸುರಕ್ಷತೆಯ ದೃಷ್ಟಿಯಿಂದ ಹೆಚ್ಚು ಪೊಲೀಸ್ ಹಾಗೂ ಗೃಹರಕ್ಷಕ ಸಿಬ್ಬಂದಿಗಳನ್ನು <box>297 686 572 869</box>
body-vishnu: ಚಾಮರಾಜನಗರ: ನಗರದ 15ನೇ ವಾರ್ಡ್ ನ ಬಾಬು ಜಗಜೀವನರಾಂ ಬಡಾವಣೆಯಲ್ಲಿ ಸಾಹಸಸಿಂಹ ಡಾ.ವಿಷ್ಣುವರ್ಧನ್ ಅವರ 75ನೇ ವರ್ಷದ ಹುಟ್ಟುಹಬ್ಬವನ್ನು ಅವರ ಅಭಿಮಾನಿ ಸಂಘದ ವತಿಯಿಂದ ಆಚರಿಸಲಾಯಿತು. ಬಡಾವಣೆಯಲ್ಲಿ ಸಂಘದ ವತಿಯಿಂದ ವಿಷ್ಣುವರ್ಧನ್ ಕಟೌಟ್ ಹಾಕಿ ಪೂಜೆ ನಡೆಸಿ, ಹೂವಿನ ಹಾರ ಹಾಕಿ ಕೇಕ್ ಕತ್ತರಿಸಿ ಹಂಚುವ ಮೂಲಕ ಆಚರಣೆ ಮಾಡಲಾಯಿತು. ಜಿಲ್ಲಾ ಮಡಿಗ ಮೀಸಲಾತಿ ಹೋರಾಟ ಸಮಿತಿ ಅಧ್ಯಕ್ಷ ಬಸವರಾಜು ಮಾತನಾಡಿ, ಡಾ.ವಿಷ್ಣುವರ್ಧನ್ ಅವರು ವರನಟ ಡಾ.ರಾಜ್ ಕುಮಾರ್ ಅವರಂತೆ ಜನಪ್ರಿಯರಾಗಿದ್ದರು. ಕನ್ನಡ ಚಿತ್ರರಂಗದಲ್ಲಿ ಅಪಾರ ಸೇವೆ ಸಲ್ಲಿಸಿದ ಅವರು ಎಲ್ಲರ ಮನಸ್ಸಿನಲ್ಲಿ ಉಳಿದಿದ್ದಾರೆ ಎಂದರು. <box>7 2052 285 2234</box>
rule-python <box>1167 569 1512 571</box>
headline-vishwakarma-box <box>4 1061 864 1188</box>
headline-python-box <box>1167 60 1512 137</box>
body-farmers: ಚಾಮರಾಜನಗರ: ವಿವಿಧ ಬೇಡಿಕೆಗಳನ್ನು ಈಡೇರಿಸುವಂತೆ ಒತ್ತಾಯಿಸಿ ಕರ್ನಾಟಕ ರಾಜ್ಯ ಕಬ್ಬು ಬೆಳೆಗಾರರ ಸಂಘದ ವತಿಯಿಂದ ನಗರದಲ್ಲಿ ಪ್ರತಿಭಟನೆ ನಡೆಸಲಾಯಿತು. ನಗರದ ಶ್ರೀ ಚಾಮರಾಜೇಶ್ವರ ದೇವಸ್ಥಾನದ ಮುಂಭಾಗದಲ್ಲಿ ಜಮಾಯಿಸಿದ ಸಂಘದ ಪದಾಧಿಕಾರಿಗಳು ಮೆರವಣಿಗೆ ಹೊರಟು ಕೇಂದ್ರ ಮತ್ತು ರಾಜ್ಯ ಸರ್ಕಾರದ ವಿರುದ್ಧ ಘೋಷಣೆ ಕೂಗಿ ಆಕ್ರೋಶ ವ್ಯಕ್ತಪಡಿಸಿದರು. ಬಳಿಕ ಜಿಲ್ಲಾಡಳಿತ ಭವನದ ಮುಂಭಾಗದಲ್ಲಿ ಪ್ರತಿಭಟನೆ ನಡೆಸಿ ಜಿಲ್ಲಾಧಿಕಾರಿಗಳ ಮೂಲಕ ಮನವಿ ಸಲ್ಲಿಸಿದರು. ರೈತರ ಮೇಲೆ ದಾಖಲಿಸಿರುವ ಸುಳ್ಳು ಕೇಸ್ ಗಳನ್ನು ಕೂಡಲೇ ಹಿಂಪಡೆಯಬೇಕು ಎಂದು ಆಗ್ರಹಿಸಿದರು. <box>614 1893 905 2038</box>
box-shade-title: ನೆರಳಿನ ವ್ಯವಸ್ಥೆ <box>589 520 701 548</box>
photo-memorandum <box>1174 683 1503 825</box>
